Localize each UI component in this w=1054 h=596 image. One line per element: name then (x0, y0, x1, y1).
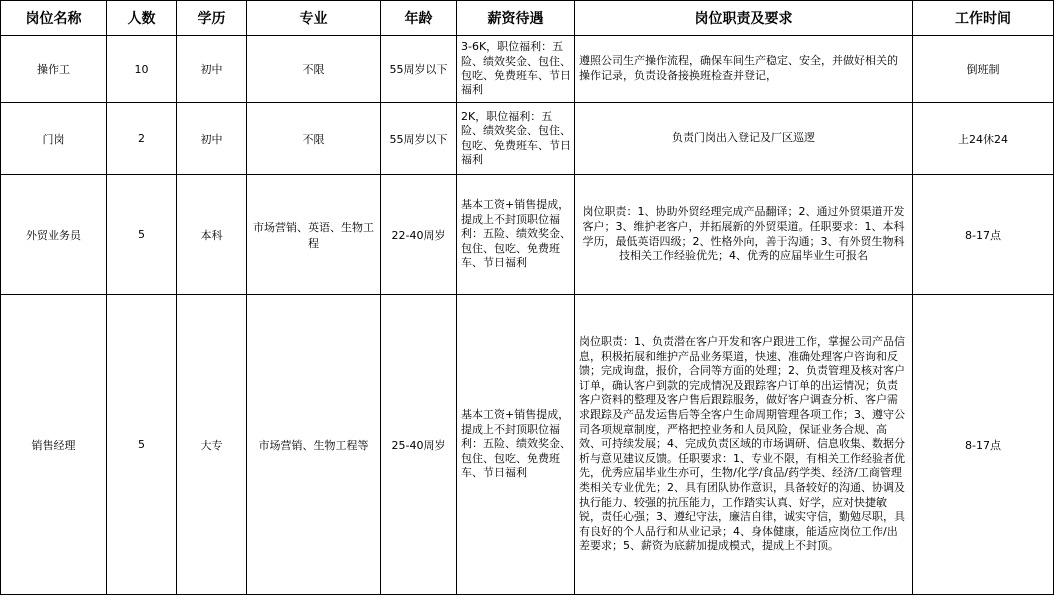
cell-hours: 8-17点 (913, 295, 1054, 595)
cell-position: 操作工 (1, 36, 107, 103)
header-hours: 工作时间 (913, 1, 1054, 36)
header-count: 人数 (107, 1, 177, 36)
header-major: 专业 (247, 1, 381, 36)
cell-hours: 倒班制 (913, 36, 1054, 103)
header-position: 岗位名称 (1, 1, 107, 36)
cell-duties: 负责门岗出入登记及厂区巡逻 (575, 103, 913, 175)
cell-position: 门岗 (1, 103, 107, 175)
table-row (1, 295, 1054, 595)
cell-hours: 8-17点 (913, 175, 1054, 295)
cell-major: 不限 (247, 103, 381, 175)
cell-education: 本科 (177, 175, 247, 295)
header-duties: 岗位职责及要求 (575, 1, 913, 36)
cell-salary: 基本工资+销售提成，提成上不封顶职位福利：五险、绩效奖金、包住、包吃、免费班车、节日福利 (457, 295, 575, 595)
cell-education: 初中 (177, 36, 247, 103)
cell-education: 初中 (177, 103, 247, 175)
cell-salary: 基本工资+销售提成，提成上不封顶职位福利：五险、绩效奖金、包住、包吃、免费班车、节日福利 (457, 175, 575, 295)
cell-major: 市场营销、生物工程等 (247, 295, 381, 595)
header-education: 学历 (177, 1, 247, 36)
cell-age: 22-40周岁 (381, 175, 457, 295)
header-salary: 薪资待遇 (457, 1, 575, 36)
cell-age: 25-40周岁 (381, 295, 457, 595)
cell-position: 外贸业务员 (1, 175, 107, 295)
cell-count: 10 (107, 36, 177, 103)
cell-salary: 3-6K，职位福利：五险、绩效奖金、包住、包吃、免费班车、节日福利 (457, 36, 575, 103)
cell-count: 5 (107, 295, 177, 595)
cell-duties: 岗位职责：1、负责潜在客户开发和客户跟进工作，掌握公司产品信息，积极拓展和维护产品业务渠道，快速、准确处理客户咨询和反馈；完成询盘，报价，合同等方面的处理；2、负责管理及核对客户订单，确认客户到款的完成情况及跟踪客户订单的出运情况；负责客户资料的整理及客户售后跟踪服务，做好客户调查分析、客户需求跟踪及产品发运售后等全客户生命周期管理各项工作；3、遵守公司各项规章制度，严格把控业务和人员风险，保证业务合规、高效、可持续发展；4、完成负责区域的市场调研、信息收集、数据分析与意见建议反馈。任职要求：1、专业不限，有相关工作经验者优先，优秀应届毕业生亦可，生物/化学/食品/药学类、经济/工商管理类相关专业优先；2、具有团队协作意识，具备较好的沟通、协调及执行能力、较强的抗压能力，工作踏实认真、好学，应对快捷敏锐，责任心强；3、遵纪守法，廉洁自律，诚实守信，勤勉尽职，具有良好的个人品行和从业记录；4、身体健康，能适应岗位工作/出差要求；5、薪资为底薪加提成模式，提成上不封顶。 (575, 295, 913, 595)
cell-salary: 2K，职位福利：五险、绩效奖金、包住、包吃、免费班车、节日福利 (457, 103, 575, 175)
cell-major: 不限 (247, 36, 381, 103)
cell-hours: 上24休24 (913, 103, 1054, 175)
cell-count: 5 (107, 175, 177, 295)
cell-duties: 遵照公司生产操作流程，确保车间生产稳定、安全，并做好相关的操作记录，负责设备接换班检查并登记， (575, 36, 913, 103)
cell-count: 2 (107, 103, 177, 175)
cell-age: 55周岁以下 (381, 103, 457, 175)
header-age: 年龄 (381, 1, 457, 36)
table-row (1, 175, 1054, 295)
cell-duties: 岗位职责：1、协助外贸经理完成产品翻译；2、通过外贸渠道开发客户；3、维护老客户，并拓展新的外贸渠道。任职要求：1、本科学历，最低英语四级；2、性格外向，善于沟通；3、有外贸生物科技相关工作经验优先；4、优秀的应届毕业生可报名 (575, 175, 913, 295)
cell-education: 大专 (177, 295, 247, 595)
cell-major: 市场营销、英语、生物工程 (247, 175, 381, 295)
table-row (1, 36, 1054, 103)
cell-position: 销售经理 (1, 295, 107, 595)
table-row (1, 103, 1054, 175)
cell-age: 55周岁以下 (381, 36, 457, 103)
header-row (1, 1, 1054, 36)
